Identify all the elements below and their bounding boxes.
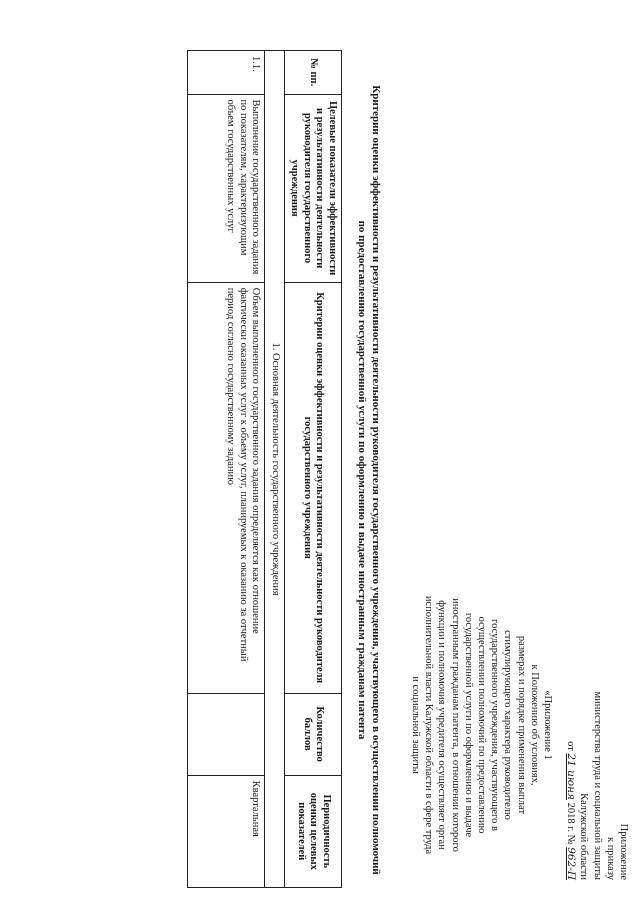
annex-line: и социальной защиты <box>409 676 421 774</box>
header-points: Количество баллов <box>285 693 342 775</box>
criteria-table <box>188 50 343 888</box>
annex-line: исполнительной власти Калужской области в сфере труда <box>423 595 435 855</box>
annex-reference <box>409 570 554 880</box>
approval-stamp <box>409 570 630 880</box>
annex-line: стимулирующего характера руководителю <box>502 630 514 820</box>
handwritten-order-number: 962-П <box>565 847 578 880</box>
approval-line-2: к приказу <box>604 837 616 880</box>
row-points <box>188 693 265 775</box>
header-number: № пп. <box>285 51 342 95</box>
annex-line: государственного учреждения, участвующего в <box>489 619 501 831</box>
annex-line: к Положению об условиях, <box>528 664 540 786</box>
order-date-line <box>564 570 577 880</box>
date-prefix: от <box>565 741 577 751</box>
row-indicator: Выполнение государственного задания по показателям, характеризующим объем государственных услуг <box>188 94 265 282</box>
row-criterion: Объем выполненного государственного задания определяется как отношение фактически оказанных услуг к объему услуг, планируемых к оказанию за отчетный период согласно государственному заданию <box>188 282 265 693</box>
header-criteria: Критерии оценки эффективности и результативности деятельности руководителя государственного учреждения <box>285 282 342 693</box>
approval-line-4: Калужской области <box>578 793 590 880</box>
row-number: 1.1. <box>188 51 265 95</box>
section-row <box>265 51 285 888</box>
annex-title: «Приложение 1 <box>541 690 553 760</box>
section-heading: 1. Основная деятельность государственного учреждения <box>265 51 285 888</box>
approval-line-3: министерства труда и социальной защиты <box>591 691 603 880</box>
row-period: Квартальная <box>188 775 265 887</box>
table-row <box>188 51 265 888</box>
document-title: Критерии оценки эффективности и результативности деятельности руководителя государственного учреждения, участвующего в осуществлении полномочий по предоставлению государственной услуги по оформлению и выдаче иностранным гражданам патента <box>356 85 382 875</box>
approval-line-1: Приложение <box>618 823 629 880</box>
header-period: Периодичность оценки целевых показателей <box>285 775 342 887</box>
annex-line: функции и полномочия учредителя осуществляет орган <box>436 600 448 850</box>
annex-line: осуществлении полномочий по предоставлению <box>475 616 487 834</box>
date-year: 2018 г. № <box>565 802 577 845</box>
handwritten-date: 21 июня <box>565 753 578 800</box>
annex-line: иностранным гражданам патента, в отношении которого <box>449 598 461 852</box>
annex-line: государственной услуги по оформлению и выдаче <box>462 612 474 838</box>
table-header-row <box>285 51 342 888</box>
header-indicators: Целевые показатели эффективности и результативности деятельности руководителя государственного учреждения <box>285 94 342 282</box>
annex-line: размерах и порядке применения выплат <box>515 635 527 815</box>
